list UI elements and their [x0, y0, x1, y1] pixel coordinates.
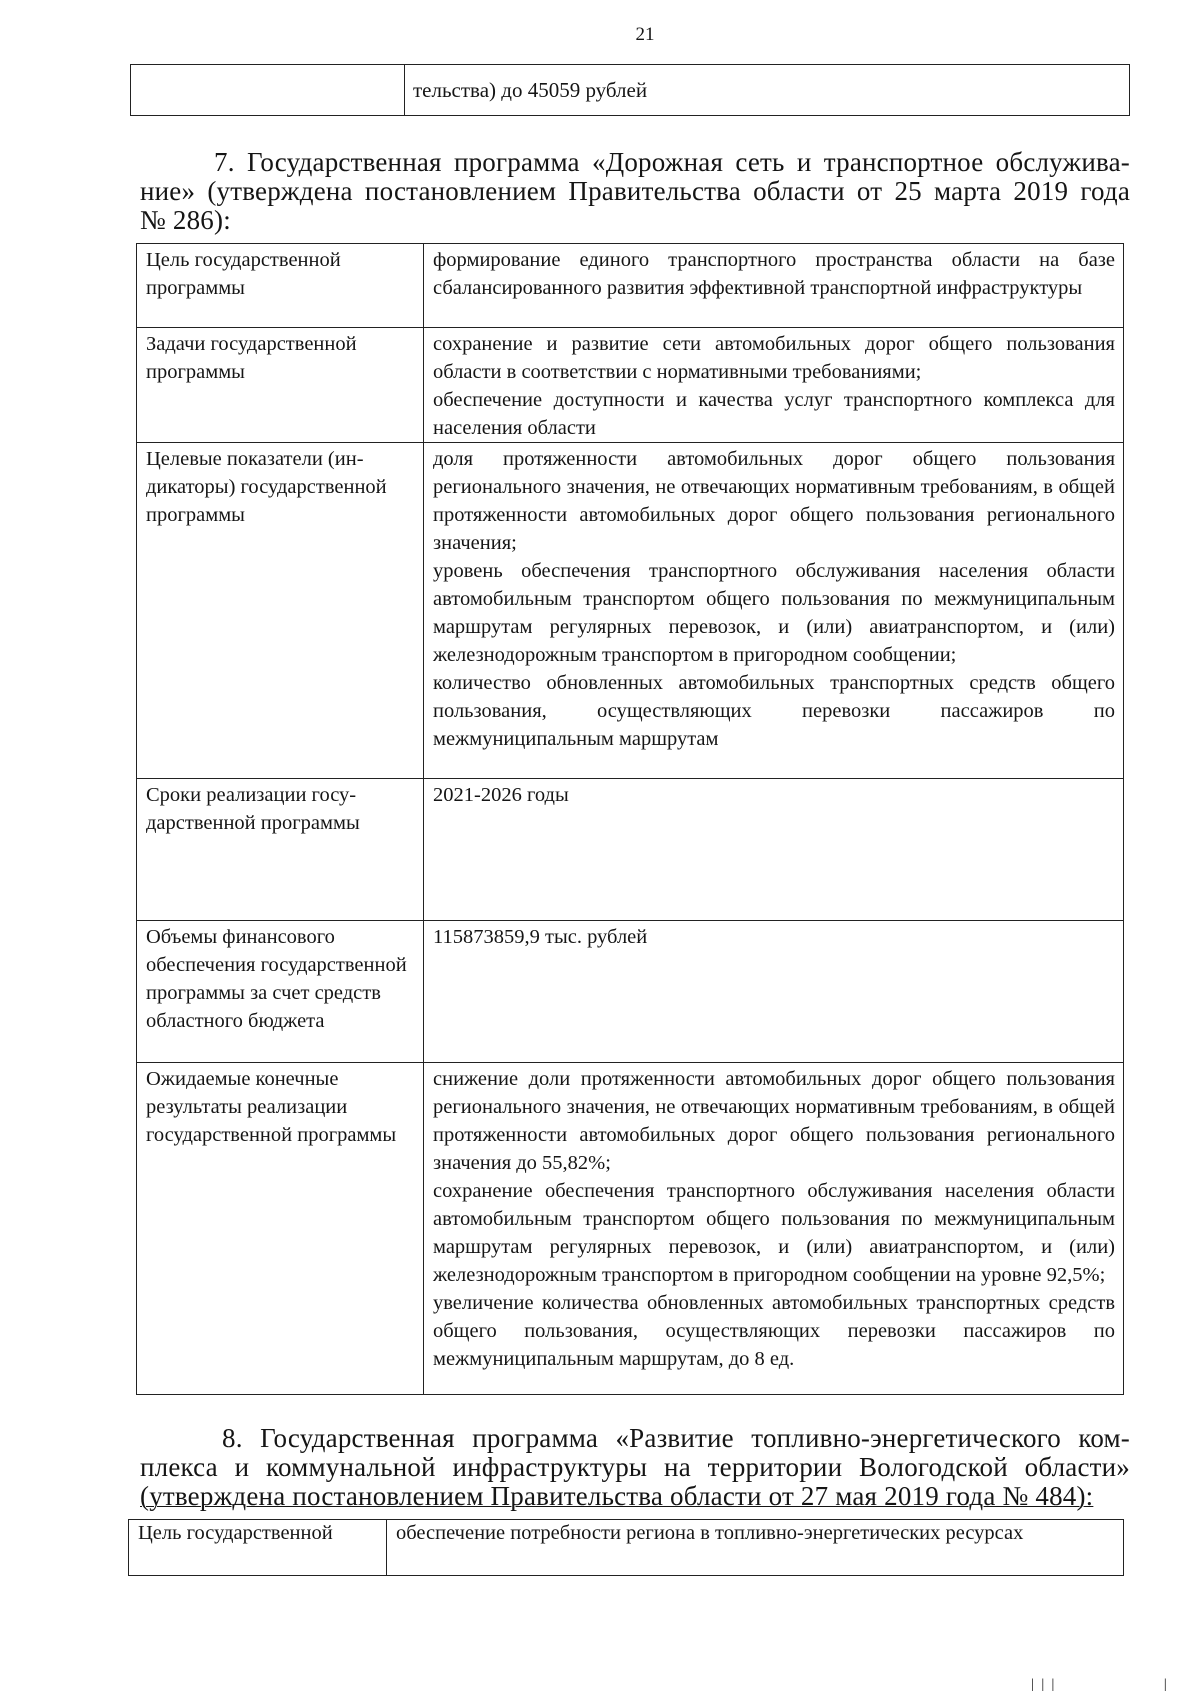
table-row: [137, 1063, 1124, 1395]
table-row: [131, 65, 1130, 116]
table-row: [137, 244, 1124, 328]
value-paragraph: снижение доли протяженности автомобильных дорог общего пользования регионального значения, не отвечающих нормативным требованиям, в общей протяженности автомобильных дорог общего пользования регионального значения до 55,82%;: [433, 1068, 1115, 1174]
heading-line: № 286):: [140, 205, 231, 235]
row-label: Цель государственной: [129, 1520, 387, 1576]
value-paragraph: 2021-2026 годы: [433, 784, 569, 806]
value-paragraph: обеспечение доступности и качества услуг транспортного комплекса для населения области: [433, 389, 1115, 439]
continuation-right-cell: тельства) до 45059 рублей: [405, 65, 1130, 116]
table-row: [137, 921, 1124, 1063]
page-number: 21: [635, 24, 655, 45]
row-value: [424, 244, 1124, 328]
row-value: [424, 921, 1124, 1063]
row-label: Задачи государственной программы: [137, 328, 424, 443]
continuation-table: [130, 64, 1130, 116]
continuation-left-cell: [131, 65, 405, 116]
heading-line: 8. Государственная программа «Развитие топливно-энергетического ком-: [222, 1423, 1130, 1453]
value-paragraph: количество обновленных автомобильных транспортных средств общего пользования, осуществляющих перевозки пассажиров по межмуниципальным маршрутам: [433, 672, 1115, 750]
row-label: Ожидаемые конечные результаты реализации государственной программы: [137, 1063, 424, 1395]
value-paragraph: доля протяженности автомобильных дорог общего пользования регионального значения, не отвечающих нормативным требованиям, в общей протяженности автомобильных дорог общего пользования регионального значения;: [433, 448, 1115, 554]
row-value: [424, 443, 1124, 779]
value-paragraph: увеличение количества обновленных автомобильных транспортных средств общего пользования, осуществляющих перевозки пассажиров по межмуниципальным маршрутам, до 8 ед.: [433, 1292, 1115, 1370]
value-paragraph: формирование единого транспортного пространства области на базе сбалансированного развития эффективной транспортной инфраструктуры: [433, 249, 1115, 299]
row-label: Целевые показатели (индикаторы) государственной программы: [137, 443, 424, 779]
value-paragraph: уровень обеспечения транспортного обслуживания населения области автомобильным транспортом общего пользования по межмуниципальным маршрутам регулярных перевозок, и (или) авиатранспортом, и (или) железнодорожным транспортом в пригородном сообщении;: [433, 560, 1115, 666]
program-8-table: [128, 1519, 1124, 1576]
value-paragraph: сохранение и развитие сети автомобильных дорог общего пользования области в соответствии с нормативными требованиями;: [433, 333, 1115, 383]
heading-line: плекса и коммунальной инфраструктуры на территории Вологодской области»: [140, 1452, 1130, 1482]
row-value: [387, 1520, 1124, 1576]
value-paragraph: сохранение обеспечения транспортного обслуживания населения области автомобильным транспортом общего пользования по межмуниципальным маршрутам регулярных перевозок, и (или) авиатранспортом, и (или) железнодорожным транспортом в пригородном сообщении на уровне 92,5%;: [433, 1180, 1115, 1286]
table-row: [137, 779, 1124, 921]
row-label: Цель государственной программы: [137, 244, 424, 328]
program-7-table: [136, 243, 1124, 1395]
table-row: [137, 443, 1124, 779]
heading-line: (утверждена постановлением Правительства области от 27 мая 2019 года № 484):: [140, 1481, 1094, 1511]
table-row: [129, 1520, 1124, 1576]
row-value: [424, 1063, 1124, 1395]
table-row: [137, 328, 1124, 443]
heading-line: 7. Государственная программа «Дорожная сеть и транспортное обслужива-: [214, 147, 1130, 177]
row-label: Сроки реализации государственной программы: [137, 779, 424, 921]
section-7-heading: [140, 148, 1130, 235]
row-value: [424, 328, 1124, 443]
heading-line: ние» (утверждена постановлением Правительства области от 25 марта 2019 года: [140, 176, 1130, 206]
section-8-heading: [140, 1424, 1130, 1511]
row-label: Объемы финансового обеспечения государственной программы за счет средств областного бюджета: [137, 921, 424, 1063]
value-paragraph: 115873859,9 тыс. рублей: [433, 926, 648, 948]
row-value: [424, 779, 1124, 921]
value-paragraph: обеспечение потребности региона в топливно-энергетических ресурсах: [396, 1522, 1024, 1544]
scan-artifact-marks: ||| |: [1028, 1677, 1172, 1691]
